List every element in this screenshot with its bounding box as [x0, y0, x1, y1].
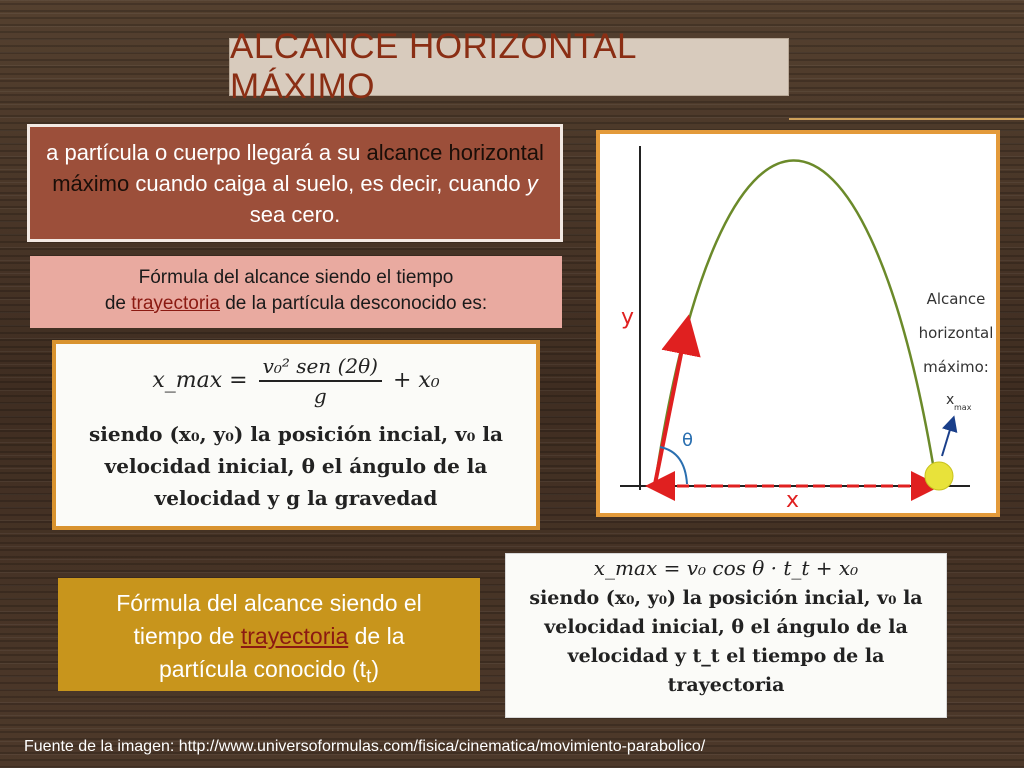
annotation-line-3: máximo:: [923, 358, 989, 376]
formula-label-1-line1: Fórmula del alcance siendo el tiempo: [138, 267, 454, 288]
formula-1-rhs: + x₀: [392, 368, 440, 393]
angle-arc: [660, 447, 687, 484]
formula-1-equation: [56, 354, 536, 408]
formula-label-known-time: [58, 578, 480, 691]
formula-label-unknown-time: [30, 256, 562, 328]
intro-text-3: sea cero.: [249, 202, 341, 227]
theta-label: θ: [682, 430, 694, 451]
formula-2-desc-1: siendo (x₀, y₀) la posición incial, v₀ la: [529, 587, 923, 609]
annotation-line-2: horizontal: [918, 324, 994, 342]
intro-text-1: a partícula o cuerpo llegará a su: [46, 140, 367, 165]
formula-1-lhs: x_max =: [152, 368, 248, 393]
trajectory-curve: [655, 160, 935, 484]
formula-2-equation: x_max = v₀ cos θ · t_t + x₀: [593, 556, 859, 580]
formula-1-fraction: [259, 354, 382, 408]
projectile-figure: [596, 130, 1000, 517]
formula-label-1-prefix: de: [104, 293, 132, 314]
formula-label-2-suffix: de la: [348, 623, 405, 649]
formula-label-2-line3-end: ): [371, 656, 380, 682]
formula-label-1-suffix: de la partícula desconocido es:: [219, 293, 488, 314]
formula-2-desc-4: trayectoria: [667, 674, 785, 696]
formula-2-desc-2: velocidad inicial, θ el ángulo de la: [544, 616, 908, 638]
formula-1-numerator: v₀² sen (2θ): [259, 354, 382, 382]
formula-label-2-line3-text: partícula conocido (t: [158, 656, 367, 682]
title-rule: [789, 118, 1024, 120]
intro-box: [27, 124, 563, 242]
annotation-var: x: [946, 392, 955, 408]
title-box: [229, 27, 789, 106]
formula-card-known-time: [505, 553, 947, 718]
formula-label-2-prefix: tiempo de: [133, 623, 241, 649]
formula-label-1-line2: [30, 291, 562, 317]
intro-var-y: y: [526, 171, 538, 196]
formula-label-2-line2: [58, 620, 480, 653]
page-title: ALCANCE HORIZONTAL MÁXIMO: [230, 27, 636, 106]
ball: [925, 462, 953, 490]
trayectoria-link-2[interactable]: trayectoria: [240, 623, 349, 649]
formula-label-2-sub: t: [366, 666, 372, 688]
x-axis-label: x: [786, 488, 800, 513]
intro-text-2: cuando caiga al suelo, es decir, cuando: [129, 171, 527, 196]
formula-1-desc-1: siendo (x₀, y₀) la posición incial, v₀ la: [89, 422, 503, 446]
xmax-pointer-arrow: [942, 423, 952, 456]
intro-highlight: alcance horizontal máximo: [52, 140, 544, 196]
formula-2-desc-3: velocidad y t_t el tiempo de la: [567, 645, 885, 667]
formula-label-2-line1: Fórmula del alcance siendo el: [116, 590, 422, 616]
formula-1-denominator: g: [313, 384, 327, 408]
trayectoria-link-1[interactable]: trayectoria: [131, 293, 220, 314]
annotation-sub: max: [954, 403, 972, 412]
annotation-line-1: Alcance: [926, 290, 986, 308]
projectile-diagram: [600, 134, 996, 513]
formula-1-desc-3: velocidad y g la gravedad: [154, 486, 438, 510]
formula-label-2-line3: [58, 653, 480, 694]
formula-1-desc-2: velocidad inicial, θ el ángulo de la: [104, 454, 488, 478]
y-axis-label: y: [621, 305, 635, 330]
source-footer: Fuente de la imagen: http://www.universoformulas.com/fisica/cinematica/movimiento-parabolico/: [24, 738, 706, 755]
formula-card-unknown-time: [52, 340, 540, 530]
